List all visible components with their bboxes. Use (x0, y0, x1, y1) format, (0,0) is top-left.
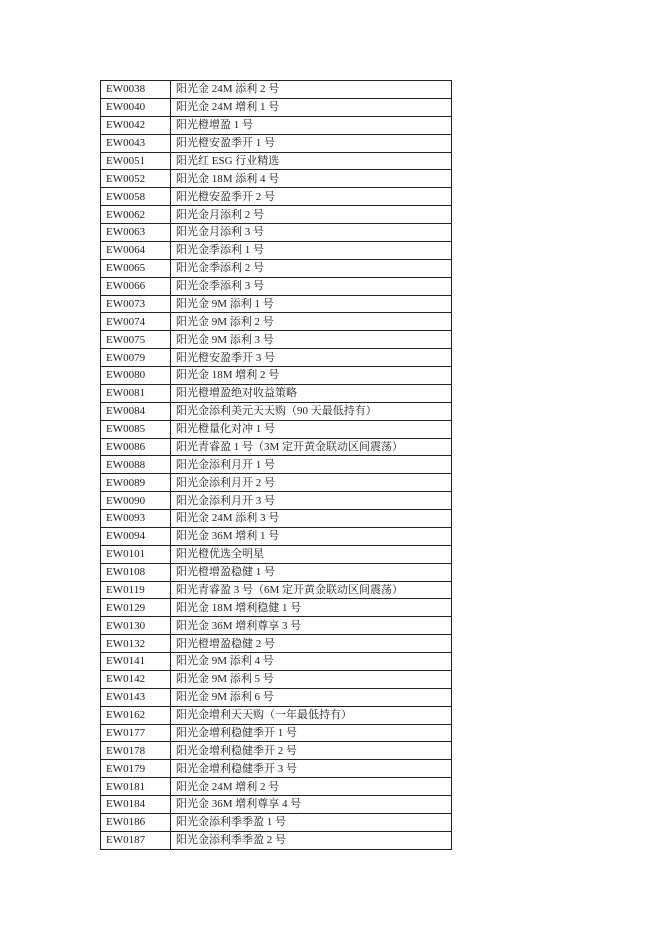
product-code-cell: EW0093 (101, 510, 171, 528)
product-name-cell: 阳光红 ESG 行业精选 (171, 152, 452, 170)
product-code-cell: EW0162 (101, 706, 171, 724)
product-name-cell: 阳光青睿盈 1 号（3M 定开黄金联动区间震荡） (171, 438, 452, 456)
product-name-cell: 阳光橙优选全明星 (171, 545, 452, 563)
table-row (101, 420, 452, 438)
product-name-cell: 阳光橙安盈季开 1 号 (171, 134, 452, 152)
product-name-cell: 阳光金增利天天购（一年最低持有） (171, 706, 452, 724)
product-name-cell: 阳光金 36M 增利尊享 4 号 (171, 796, 452, 814)
product-name-cell: 阳光金 24M 增利 2 号 (171, 778, 452, 796)
product-name-cell: 阳光金 9M 添利 3 号 (171, 331, 452, 349)
table-row (101, 527, 452, 545)
product-code-cell: EW0075 (101, 331, 171, 349)
table-row (101, 170, 452, 188)
product-name-cell: 阳光金 18M 增利稳健 1 号 (171, 599, 452, 617)
product-name-cell: 阳光金 24M 增利 1 号 (171, 98, 452, 116)
product-name-cell: 阳光金 36M 增利尊享 3 号 (171, 617, 452, 635)
product-code-cell: EW0051 (101, 152, 171, 170)
product-code-cell: EW0066 (101, 277, 171, 295)
product-code-cell: EW0079 (101, 349, 171, 367)
product-code-cell: EW0064 (101, 241, 171, 259)
product-code-cell: EW0143 (101, 688, 171, 706)
product-name-cell: 阳光金季添利 3 号 (171, 277, 452, 295)
product-code-cell: EW0130 (101, 617, 171, 635)
table-row (101, 402, 452, 420)
product-code-cell: EW0186 (101, 813, 171, 831)
product-name-cell: 阳光橙量化对冲 1 号 (171, 420, 452, 438)
product-code-cell: EW0081 (101, 384, 171, 402)
product-name-cell: 阳光金月添利 3 号 (171, 224, 452, 242)
product-name-cell: 阳光金 9M 添利 4 号 (171, 653, 452, 671)
product-name-cell: 阳光橙增盈 1 号 (171, 116, 452, 134)
product-name-cell: 阳光金 36M 增利 1 号 (171, 527, 452, 545)
product-name-cell: 阳光金 9M 添利 1 号 (171, 295, 452, 313)
table-row (101, 742, 452, 760)
product-name-cell: 阳光金添利月开 2 号 (171, 474, 452, 492)
table-row (101, 670, 452, 688)
product-code-cell: EW0187 (101, 831, 171, 849)
table-row (101, 617, 452, 635)
table-row (101, 474, 452, 492)
table-row (101, 760, 452, 778)
table-row (101, 813, 452, 831)
table-row (101, 599, 452, 617)
product-name-cell: 阳光橙增盈稳健 1 号 (171, 563, 452, 581)
product-code-cell: EW0074 (101, 313, 171, 331)
product-code-cell: EW0141 (101, 653, 171, 671)
table-row (101, 206, 452, 224)
product-code-cell: EW0084 (101, 402, 171, 420)
product-name-cell: 阳光金 24M 添利 3 号 (171, 510, 452, 528)
table-row (101, 796, 452, 814)
table-row (101, 724, 452, 742)
table-row (101, 188, 452, 206)
table-row (101, 134, 452, 152)
product-code-cell: EW0119 (101, 581, 171, 599)
table-row (101, 545, 452, 563)
product-name-cell: 阳光金 9M 添利 6 号 (171, 688, 452, 706)
product-code-cell: EW0073 (101, 295, 171, 313)
table-row (101, 438, 452, 456)
product-name-cell: 阳光橙增盈稳健 2 号 (171, 635, 452, 653)
product-code-cell: EW0129 (101, 599, 171, 617)
product-code-cell: EW0142 (101, 670, 171, 688)
product-code-cell: EW0065 (101, 259, 171, 277)
product-code-cell: EW0043 (101, 134, 171, 152)
table-row (101, 152, 452, 170)
table-row (101, 367, 452, 385)
product-code-cell: EW0088 (101, 456, 171, 474)
table-row (101, 277, 452, 295)
table-row (101, 241, 452, 259)
product-code-cell: EW0058 (101, 188, 171, 206)
product-name-cell: 阳光金季添利 1 号 (171, 241, 452, 259)
product-code-cell: EW0094 (101, 527, 171, 545)
product-code-cell: EW0062 (101, 206, 171, 224)
table-row (101, 259, 452, 277)
product-name-cell: 阳光金添利美元天天购（90 天最低持有） (171, 402, 452, 420)
table-row (101, 831, 452, 849)
product-code-cell: EW0042 (101, 116, 171, 134)
product-name-cell: 阳光金季添利 2 号 (171, 259, 452, 277)
product-name-cell: 阳光青睿盈 3 号（6M 定开黄金联动区间震荡） (171, 581, 452, 599)
product-name-cell: 阳光橙安盈季开 3 号 (171, 349, 452, 367)
product-code-cell: EW0085 (101, 420, 171, 438)
product-code-cell: EW0132 (101, 635, 171, 653)
table-row (101, 510, 452, 528)
table-row (101, 384, 452, 402)
product-name-cell: 阳光金添利月开 3 号 (171, 492, 452, 510)
product-name-cell: 阳光金增利稳健季开 2 号 (171, 742, 452, 760)
product-name-cell: 阳光金增利稳健季开 3 号 (171, 760, 452, 778)
table-row (101, 81, 452, 99)
product-name-cell: 阳光橙安盈季开 2 号 (171, 188, 452, 206)
product-code-cell: EW0052 (101, 170, 171, 188)
product-name-cell: 阳光金 9M 添利 5 号 (171, 670, 452, 688)
product-name-cell: 阳光橙增盈绝对收益策略 (171, 384, 452, 402)
table-row (101, 581, 452, 599)
product-name-cell: 阳光金增利稳健季开 1 号 (171, 724, 452, 742)
product-code-cell: EW0101 (101, 545, 171, 563)
product-code-cell: EW0090 (101, 492, 171, 510)
table-row (101, 295, 452, 313)
product-code-cell: EW0089 (101, 474, 171, 492)
table-row (101, 456, 452, 474)
product-name-cell: 阳光金添利季季盈 2 号 (171, 831, 452, 849)
product-name-cell: 阳光金月添利 2 号 (171, 206, 452, 224)
product-code-cell: EW0108 (101, 563, 171, 581)
product-code-cell: EW0063 (101, 224, 171, 242)
product-name-cell: 阳光金添利月开 1 号 (171, 456, 452, 474)
product-table (100, 80, 452, 850)
table-row (101, 688, 452, 706)
table-row (101, 706, 452, 724)
table-row (101, 98, 452, 116)
product-code-cell: EW0080 (101, 367, 171, 385)
table-row (101, 224, 452, 242)
product-code-cell: EW0184 (101, 796, 171, 814)
table-row (101, 492, 452, 510)
product-name-cell: 阳光金 9M 添利 2 号 (171, 313, 452, 331)
product-code-cell: EW0038 (101, 81, 171, 99)
product-table-body (101, 81, 452, 850)
product-code-cell: EW0179 (101, 760, 171, 778)
table-row (101, 331, 452, 349)
table-row (101, 635, 452, 653)
table-row (101, 116, 452, 134)
product-code-cell: EW0181 (101, 778, 171, 796)
table-row (101, 778, 452, 796)
product-name-cell: 阳光金 18M 增利 2 号 (171, 367, 452, 385)
product-code-cell: EW0040 (101, 98, 171, 116)
table-row (101, 653, 452, 671)
product-name-cell: 阳光金添利季季盈 1 号 (171, 813, 452, 831)
product-code-cell: EW0086 (101, 438, 171, 456)
table-row (101, 349, 452, 367)
product-code-cell: EW0178 (101, 742, 171, 760)
product-name-cell: 阳光金 24M 添利 2 号 (171, 81, 452, 99)
table-row (101, 563, 452, 581)
product-code-cell: EW0177 (101, 724, 171, 742)
product-name-cell: 阳光金 18M 添利 4 号 (171, 170, 452, 188)
table-row (101, 313, 452, 331)
